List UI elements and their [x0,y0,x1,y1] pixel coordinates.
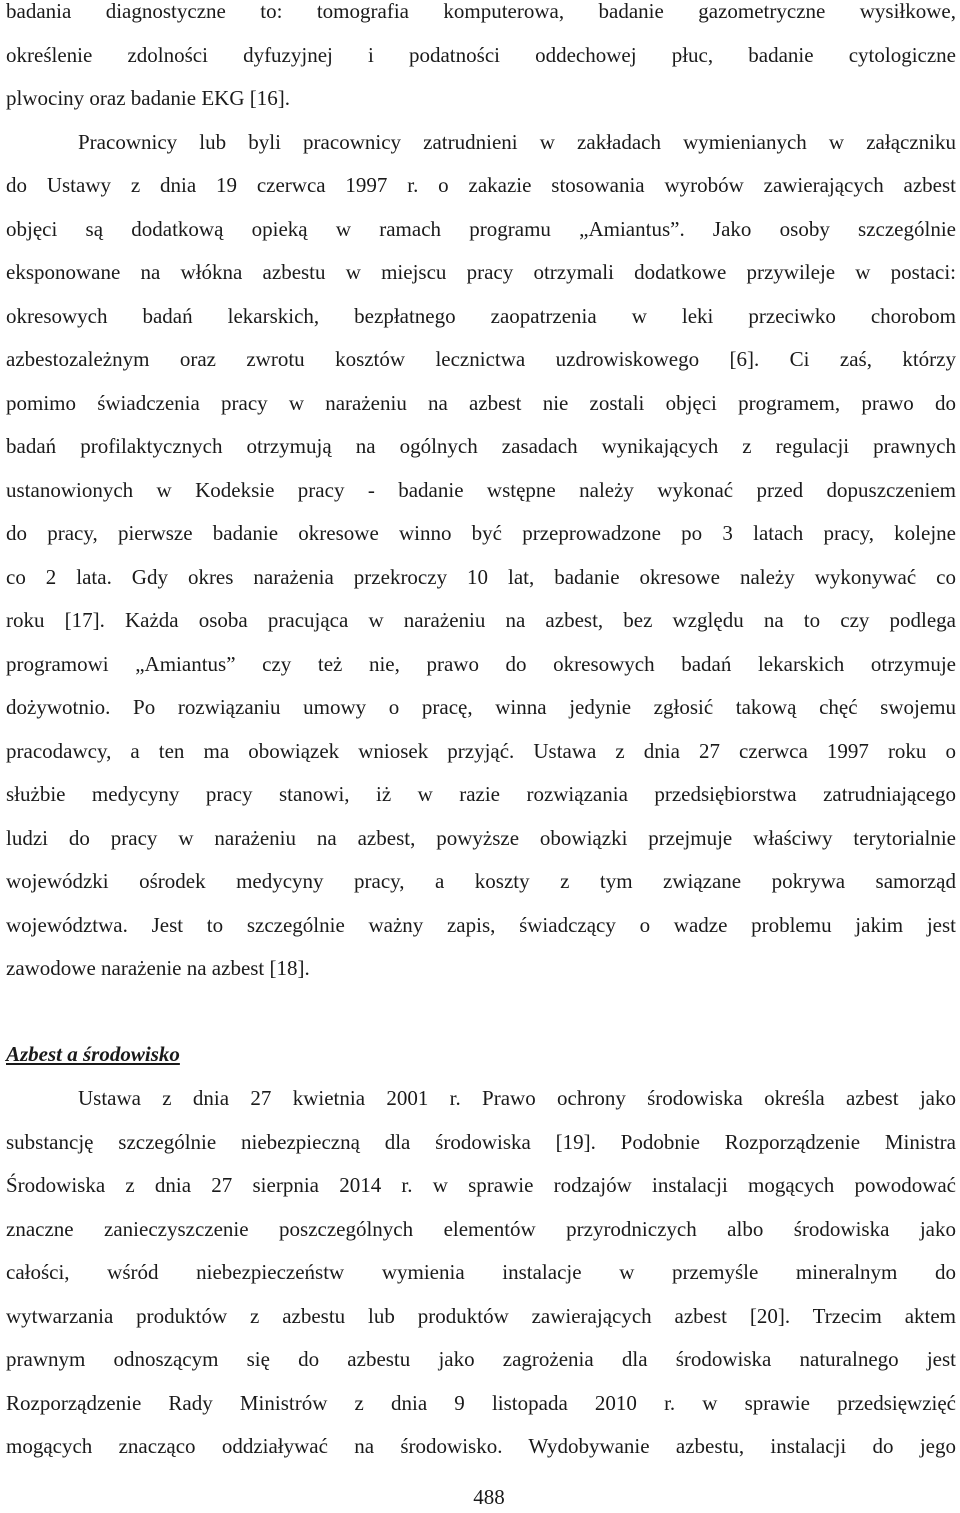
text-line: wytwarzania produktów z azbestu lub produktów zawierających azbest [20]. Trzecim aktem [6,1303,956,1328]
text-line: całości, wśród niebezpieczeństw wymienia instalacje w przemyśle mineralnym do [6,1260,956,1284]
text-line: plwociny oraz badanie EKG [16]. [6,86,290,110]
text-line: pracodawcy, a ten ma obowiązek wniosek przyjąć. Ustawa z dnia 27 czerwca 1997 roku o [6,738,956,763]
text-line: służbie medycyny pracy stanowi, iż w razie rozwiązania przedsiębiorstwa zatrudniającego [6,782,956,806]
text-line: do Ustawy z dnia 19 czerwca 1997 r. o zakazie stosowania wyrobów zawierających azbest [6,173,956,197]
text-line: okresowych badań lekarskich, bezpłatnego zaopatrzenia w leki przeciwko chorobom [6,303,956,328]
text-line: ludzi do pracy w narażeniu na azbest, powyższe obowiązki przejmuje właściwy terytorialnie [6,825,956,850]
text-line: substancję szczególnie niebezpieczną dla środowiska [19]. Podobnie Rozporządzenie Ministra [6,1129,956,1154]
text-line: znaczne zanieczyszczenie poszczególnych elementów przyrodniczych albo środowiska jako [6,1216,956,1241]
text-line: Pracownicy lub byli pracownicy zatrudnieni w zakładach wymienianych w załączniku [78,129,956,154]
text-line: pomimo świadczenia pracy w narażeniu na azbest nie zostali objęci programem, prawo do [6,390,956,415]
text-line: ustanowionych w Kodeksie pracy - badanie wstępne należy wykonać przed dopuszczeniem [6,477,956,502]
text-line: zawodowe narażenie na azbest [18]. [6,956,310,980]
text-line: określenie zdolności dyfuzyjnej i podatności oddechowej płuc, badanie cytologiczne [6,42,956,67]
text-line: województwa. Jest to szczególnie ważny zapis, świadczący o wadze problemu jakim jest [6,912,956,937]
text-line: eksponowane na włókna azbestu w miejscu pracy otrzymali dodatkowe przywileje w postaci: [6,260,956,284]
text-line: azbestozależnym oraz zwrotu kosztów lecznictwa uzdrowiskowego [6]. Ci zaś, którzy [6,347,956,371]
section-heading: Azbest a środowisko [6,1042,180,1066]
text-line: objęci są dodatkową opieką w ramach programu „Amiantus”. Jako osoby szczególnie [6,216,956,241]
page-number: 488 [473,1485,505,1509]
text-line: prawnym odnoszącym się do azbestu jako zagrożenia dla środowiska naturalnego jest [6,1347,956,1371]
text-line: Rozporządzenie Rady Ministrów z dnia 9 listopada 2010 r. w sprawie przedsięwzięć [6,1390,956,1415]
text-line: co 2 lata. Gdy okres narażenia przekroczy 10 lat, badanie okresowe należy wykonywać co [6,564,956,589]
text-line: Ustawa z dnia 27 kwietnia 2001 r. Prawo ochrony środowiska określa azbest jako [78,1086,956,1110]
text-line: Środowiska z dnia 27 sierpnia 2014 r. w sprawie rodzajów instalacji mogących powodować [6,1173,956,1197]
text-line: roku [17]. Każda osoba pracująca w narażeniu na azbest, bez względu na to czy podlega [6,608,956,632]
text-line: badania diagnostyczne to: tomografia komputerowa, badanie gazometryczne wysiłkowe, [6,0,956,23]
text-line: wojewódzki ośrodek medycyny pracy, a koszty z tym związane pokrywa samorząd [6,869,956,893]
text-line: do pracy, pierwsze badanie okresowe winno być przeprowadzone po 3 latach pracy, kolejne [6,521,956,545]
text-line: badań profilaktycznych otrzymują na ogólnych zasadach wynikających z regulacji prawnych [6,434,956,458]
text-line: programowi „Amiantus” czy też nie, prawo do okresowych badań lekarskich otrzymuje [6,651,956,676]
text-line: mogących znacząco oddziaływać na środowisko. Wydobywanie azbestu, instalacji do jego [6,1434,956,1458]
text-line: dożywotnio. Po rozwiązaniu umowy o pracę, winna jedynie zgłosić takową chęć swojemu [6,695,956,719]
